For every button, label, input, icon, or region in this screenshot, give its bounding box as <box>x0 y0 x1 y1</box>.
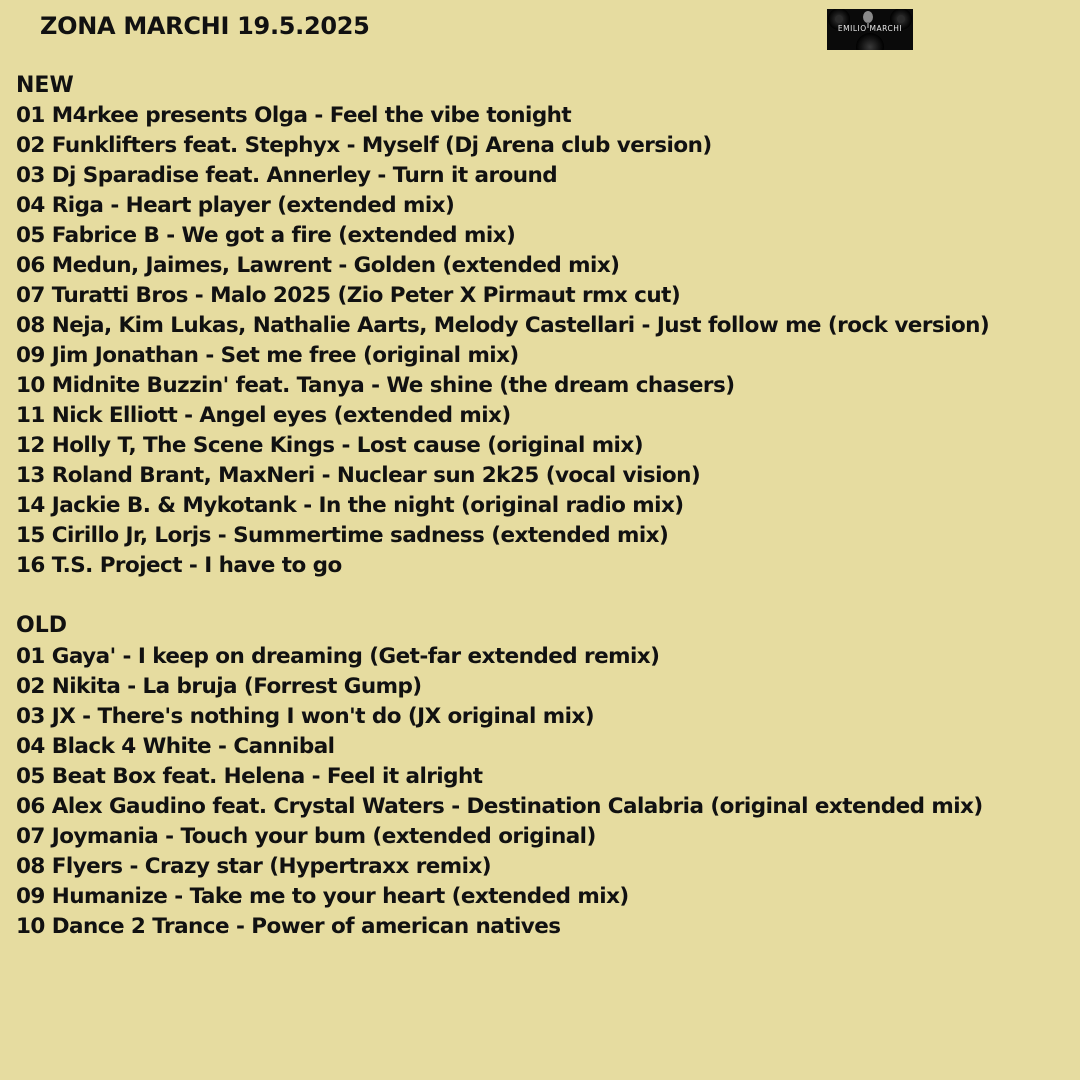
track-item: 08 Flyers - Crazy star (Hypertraxx remix) <box>16 854 492 879</box>
logo-text: EMILIO MARCHI <box>837 24 903 33</box>
track-item: 02 Funklifters feat. Stephyx - Myself (Dj Arena club version) <box>16 133 712 158</box>
track-item: 03 Dj Sparadise feat. Annerley - Turn it around <box>16 163 558 188</box>
section-heading-old: OLD <box>16 613 67 638</box>
track-item: 09 Humanize - Take me to your heart (extended mix) <box>16 884 629 909</box>
track-item: 05 Fabrice B - We got a fire (extended mix) <box>16 223 516 248</box>
track-item: 15 Cirillo Jr, Lorjs - Summertime sadness (extended mix) <box>16 523 669 548</box>
track-item: 08 Neja, Kim Lukas, Nathalie Aarts, Melody Castellari - Just follow me (rock version) <box>16 313 990 338</box>
section-heading-new: NEW <box>16 73 74 98</box>
track-item: 05 Beat Box feat. Helena - Feel it alright <box>16 764 483 789</box>
track-item: 07 Turatti Bros - Malo 2025 (Zio Peter X Pirmaut rmx cut) <box>16 283 681 308</box>
track-item: 06 Medun, Jaimes, Lawrent - Golden (extended mix) <box>16 253 620 278</box>
track-item: 01 M4rkee presents Olga - Feel the vibe tonight <box>16 103 572 128</box>
track-item: 07 Joymania - Touch your bum (extended original) <box>16 824 596 849</box>
track-item: 04 Riga - Heart player (extended mix) <box>16 193 455 218</box>
track-item: 12 Holly T, The Scene Kings - Lost cause (original mix) <box>16 433 643 458</box>
page-title: ZONA MARCHI 19.5.2025 <box>40 12 370 40</box>
track-item: 02 Nikita - La bruja (Forrest Gump) <box>16 674 422 699</box>
track-item: 13 Roland Brant, MaxNeri - Nuclear sun 2k25 (vocal vision) <box>16 463 701 488</box>
track-item: 09 Jim Jonathan - Set me free (original mix) <box>16 343 519 368</box>
track-item: 14 Jackie B. & Mykotank - In the night (original radio mix) <box>16 493 684 518</box>
track-item: 10 Dance 2 Trance - Power of american natives <box>16 914 561 939</box>
track-item: 03 JX - There's nothing I won't do (JX original mix) <box>16 704 595 729</box>
new-track-list <box>16 101 989 581</box>
track-item: 16 T.S. Project - I have to go <box>16 553 342 578</box>
track-item: 01 Gaya' - I keep on dreaming (Get-far extended remix) <box>16 644 660 669</box>
track-item: 10 Midnite Buzzin' feat. Tanya - We shine (the dream chasers) <box>16 373 735 398</box>
track-item: 04 Black 4 White - Cannibal <box>16 734 335 759</box>
logo <box>827 9 913 50</box>
old-track-list <box>16 642 983 942</box>
track-item: 06 Alex Gaudino feat. Crystal Waters - Destination Calabria (original extended mix) <box>16 794 983 819</box>
track-item: 11 Nick Elliott - Angel eyes (extended mix) <box>16 403 511 428</box>
